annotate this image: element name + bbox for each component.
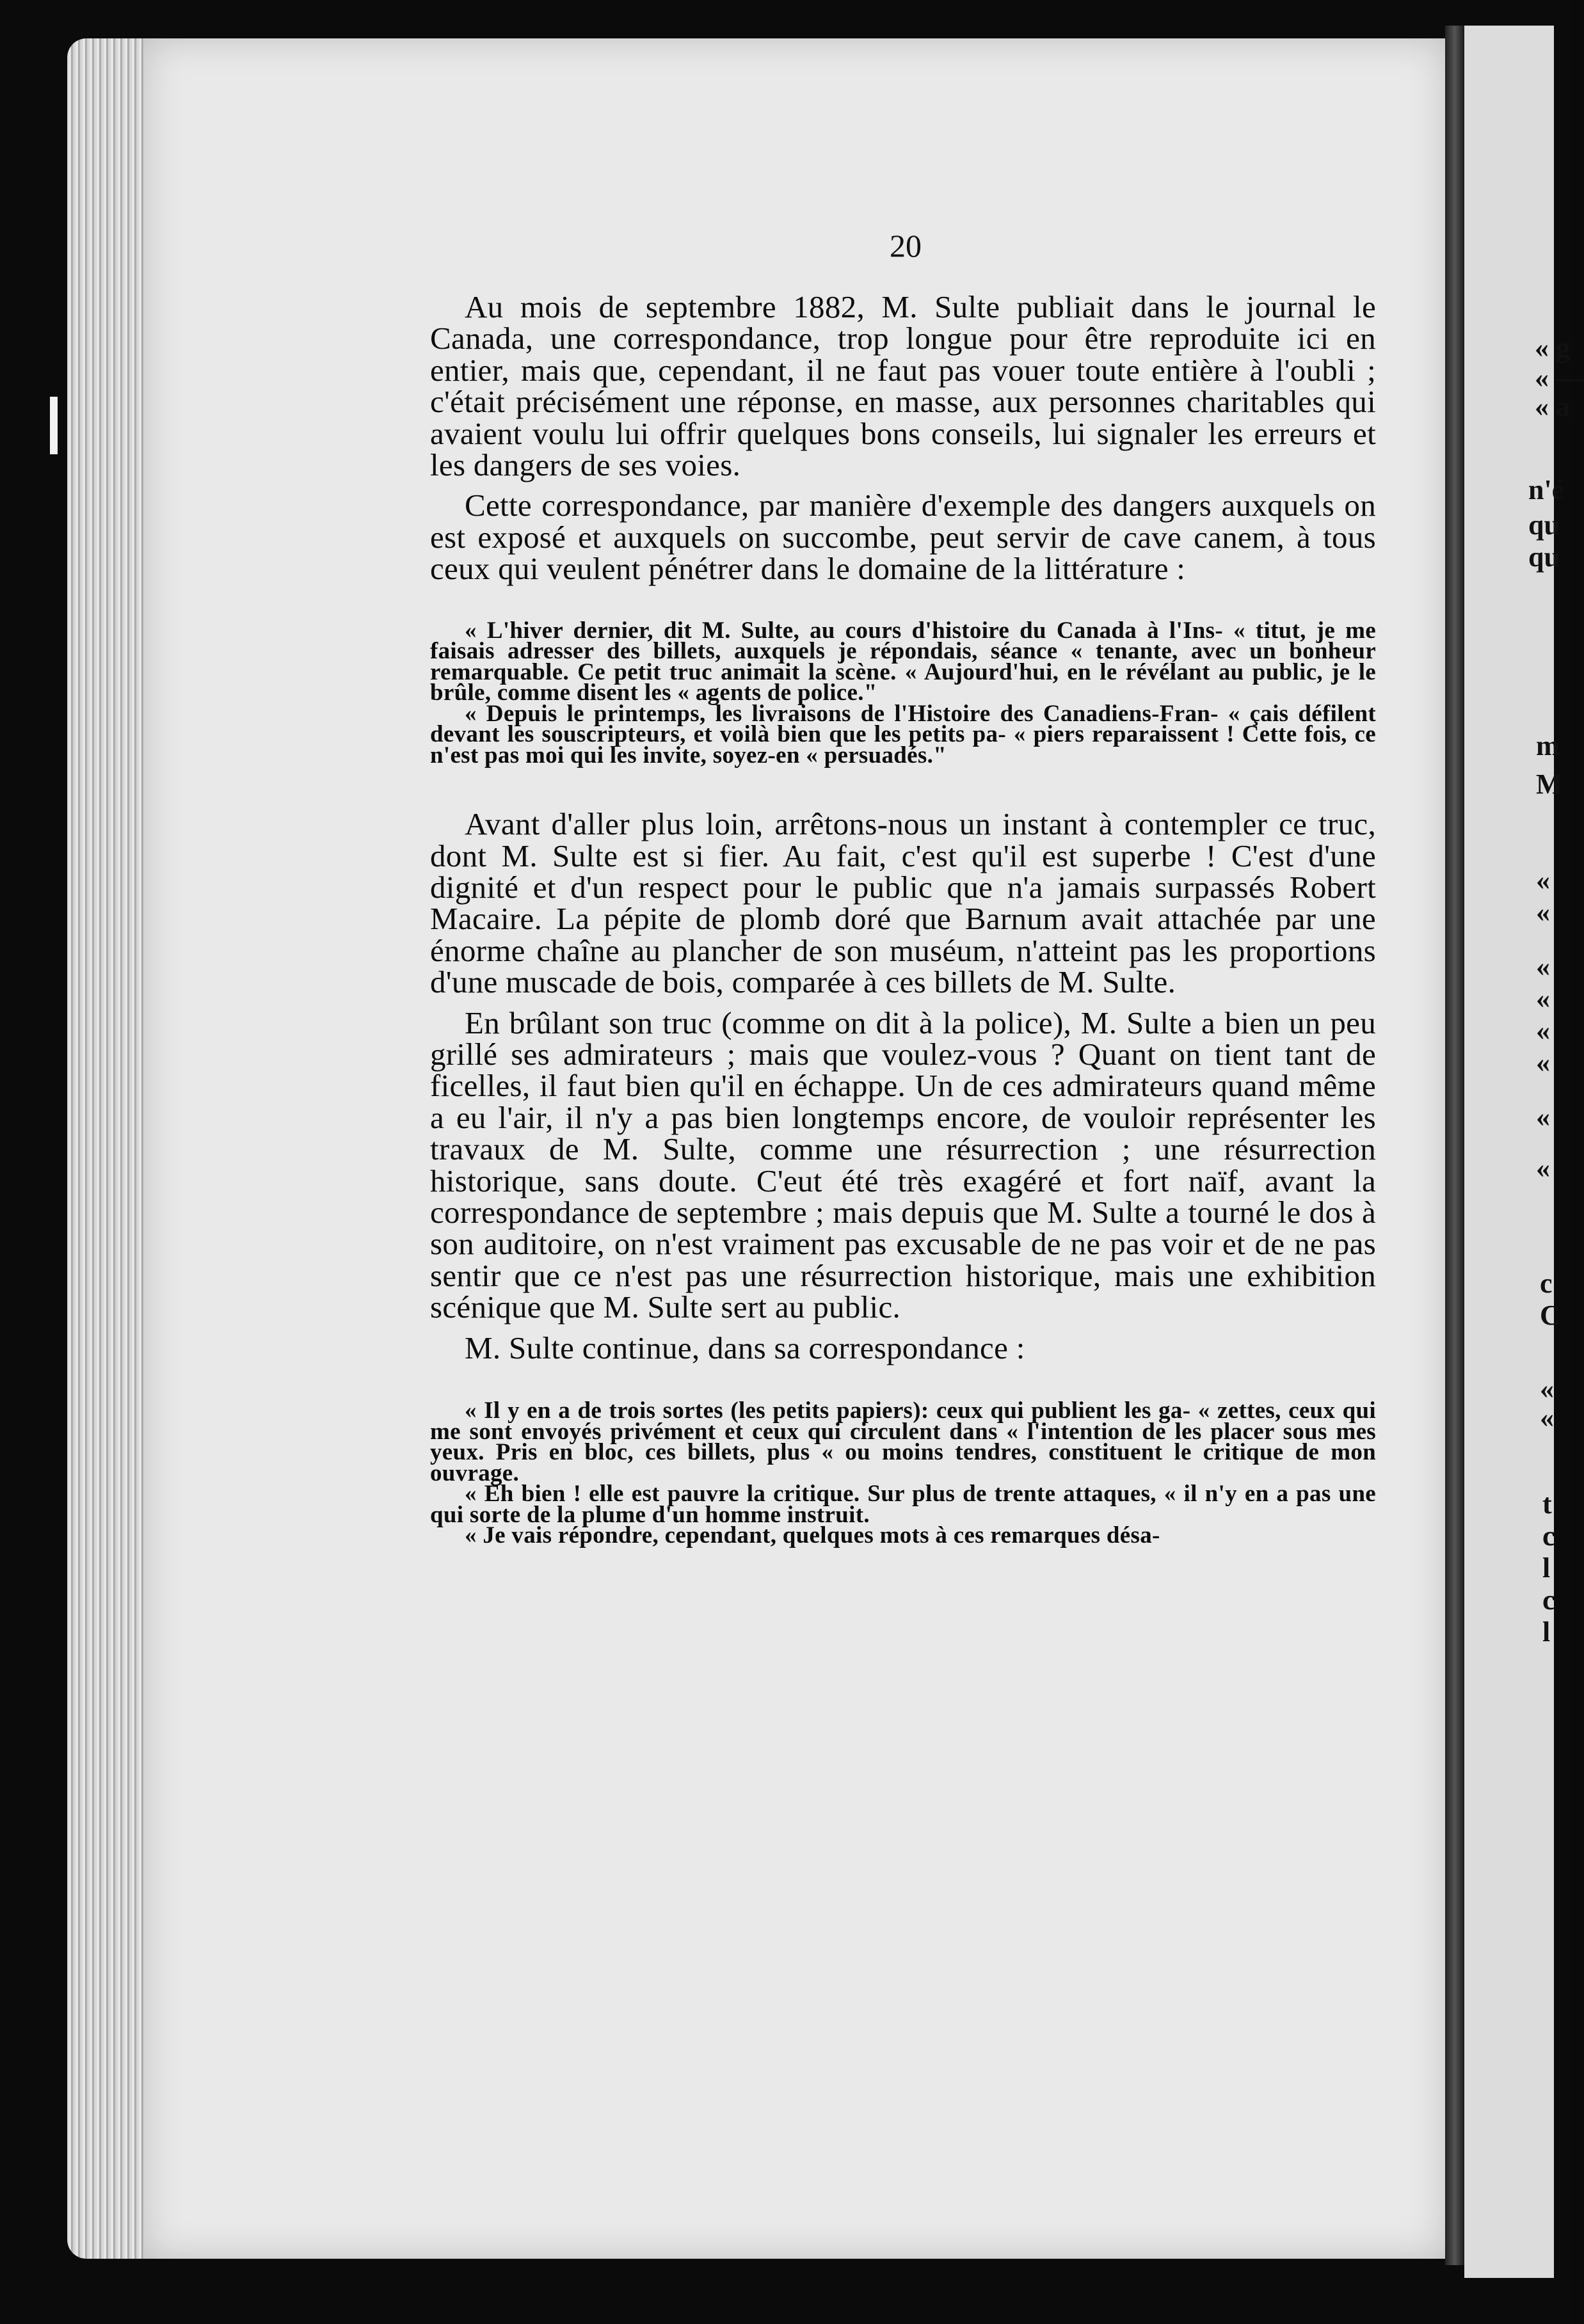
- next-page-fragment: «: [1540, 1373, 1554, 1405]
- next-page-fragment: «: [1536, 1047, 1550, 1078]
- paragraph-5: M. Sulte continue, dans sa correspondance :: [465, 1330, 1025, 1365]
- next-page-fragment: «: [1540, 1402, 1554, 1433]
- paragraph-2: Cette correspondance, par manière d'exemple des dangers auxquels on est exposé et auxquels on succombe, peut servir de cave canem, à tous ceux qui veulent pénétrer dans le domaine de la littérature :: [430, 488, 1376, 587]
- next-page-fragment: C: [1540, 1300, 1560, 1331]
- page-body: [430, 291, 1376, 1547]
- next-page-fragment: qu: [1528, 541, 1560, 573]
- quote-2-paragraph-1: « Il y en a de trois sortes (les petits papiers): ceux qui publient les ga- « zettes, ceux qui me sont envoyés privément et ceux qui circulent dans « l'intention de les placer sous mes yeux. Pris en bloc, ces billets, plus « ou moins tendres, constituent le critique de mon ouvrage.: [430, 1397, 1376, 1486]
- next-page-fragment: c: [1542, 1584, 1555, 1616]
- next-page-fragment: « g: [1535, 332, 1570, 363]
- next-page-fragment: «: [1536, 1101, 1550, 1133]
- quote-2-paragraph-3: « Je vais répondre, cependant, quelques mots à ces remarques désa-: [465, 1522, 1160, 1549]
- quote-block-1: [430, 617, 1376, 768]
- next-page-fragment: «: [1536, 951, 1550, 982]
- next-page-fragment: «: [1536, 896, 1550, 928]
- next-page-fragment: «: [1536, 1152, 1550, 1184]
- page-number: 20: [890, 228, 922, 264]
- next-page-fragment: t: [1542, 1488, 1552, 1520]
- paragraph-1: Au mois de septembre 1882, M. Sulte publiait dans le journal le Canada, une correspondance, trop longue pour être reproduite ici en entier, mais que, cependant, il ne faut pas vouer toute entière à l'oubli ; c'était précisément une réponse, en masse, aux personnes charitables qui avaient voulu lui offrir quelques bons conseils, lui signaler les erreurs et les dangers de ses voies.: [430, 289, 1376, 483]
- paragraph-3: Avant d'aller plus loin, arrêtons-nous un instant à contempler ce truc, dont M. Sulte est si fier. Au fait, c'est qu'il est superbe ! C'est d'une dignité et d'un respect pour le public que n'a jamais surpassés Robert Macaire. La pépite de plomb doré que Barnum avait attachée par une énorme chaîne au plancher de son muséum, n'atteint pas les proportions d'une muscade de bois, comparée à ces billets de M. Sulte.: [430, 806, 1376, 1000]
- next-page-fragment: « —: [1535, 362, 1584, 394]
- quote-1-paragraph-1: « L'hiver dernier, dit M. Sulte, au cours d'histoire du Canada à l'Ins- « titut, je me faisais adresser des billets, auxquels je répondais, séance « tenante, avec un bonheur remarquable. Ce petit truc animait la scène. « Aujourd'hui, en le révélant au public, je le brûle, comme disent les « agents de police.": [430, 617, 1376, 706]
- next-page-fragment: M: [1536, 768, 1563, 800]
- book-gutter: [1445, 26, 1464, 2265]
- next-page-fragment: qu: [1528, 509, 1560, 541]
- book-page-right-fragment: [1464, 26, 1584, 2278]
- scan-artifact: [50, 397, 58, 454]
- next-page-fragment: «: [1536, 864, 1550, 896]
- next-page-fragment: l: [1542, 1616, 1551, 1648]
- quote-block-2: [430, 1397, 1376, 1549]
- next-page-fragment: m: [1536, 730, 1560, 761]
- next-page-fragment: c: [1542, 1520, 1555, 1552]
- next-page-fragment: « a: [1535, 391, 1570, 422]
- next-page-fragment: «: [1536, 983, 1550, 1014]
- next-page-fragment: «: [1536, 1015, 1550, 1046]
- paragraph-4: En brûlant son truc (comme on dit à la police), M. Sulte a bien un peu grillé ses admirateurs ; mais que voulez-vous ? Quant on tient tant de ficelles, il faut bien qu'il en échappe. Un de ces admirateurs quand même a eu l'air, il n'y a pas bien longtemps encore, de vouloir représenter les travaux de M. Sulte, comme une résurrection ; une résurrection historique, sans doute. C'eut été très exagéré et fort naïf, avant la correspondance de septembre ; mais depuis que M. Sulte a tourné le dos à son auditoire, on n'est vraiment pas excusable de ne pas voir et de ne pas sentir que ce n'est pas une résurrection historique, mais une exhibition scénique que M. Sulte sert au public.: [430, 1005, 1376, 1325]
- quote-2-paragraph-2: « Eh bien ! elle est pauvre la critique. Sur plus de trente attaques, « il n'y en a pas une qui sorte de la plume d'un homme instruit.: [430, 1481, 1376, 1528]
- next-page-fragment: c: [1540, 1268, 1553, 1299]
- next-page-fragment: n'é: [1528, 474, 1565, 505]
- next-page-fragment: l: [1542, 1552, 1551, 1584]
- quote-1-paragraph-2: « Depuis le printemps, les livraisons de l'Histoire des Canadiens-Fran- « çais défilent devant les souscripteurs, et voilà bien que les petits pa- « piers reparaissent ! Cette fois, ce n'est pas moi qui les invite, soyez-en « persuadés.": [430, 700, 1376, 768]
